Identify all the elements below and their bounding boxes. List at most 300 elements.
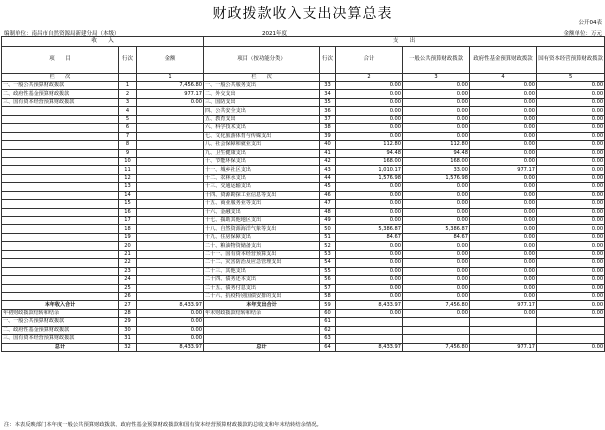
total-amount: 8,433.97 bbox=[336, 301, 403, 309]
gov-fund-amount: 0.00 bbox=[470, 267, 537, 275]
income-amount bbox=[137, 149, 204, 157]
public-budget-header: 一般公共预算财政拨款 bbox=[403, 46, 470, 73]
income-row-no: 32 bbox=[119, 343, 137, 351]
table-row bbox=[2, 183, 605, 191]
income-row-no: 27 bbox=[119, 301, 137, 309]
table-row bbox=[2, 132, 605, 140]
income-amount bbox=[137, 157, 204, 165]
income-amount bbox=[137, 183, 204, 191]
income-item bbox=[2, 166, 119, 174]
state-capital-amount: 0.00 bbox=[537, 132, 605, 140]
income-item: 一、一般公共预算财政拨款 bbox=[2, 318, 119, 326]
public-budget-amount bbox=[403, 326, 470, 334]
public-budget-amount bbox=[403, 335, 470, 343]
state-capital-amount: 0.00 bbox=[537, 250, 605, 258]
income-amount bbox=[137, 242, 204, 250]
table-row bbox=[2, 284, 605, 292]
state-capital-amount: 0.00 bbox=[537, 90, 605, 98]
table-row bbox=[2, 208, 605, 216]
income-item bbox=[2, 250, 119, 258]
income-amount bbox=[137, 124, 204, 132]
income-amount bbox=[137, 107, 204, 115]
total-amount: 0.00 bbox=[336, 267, 403, 275]
state-capital-amount: 0.00 bbox=[537, 259, 605, 267]
expense-item: 二十二、灾害防治及应急管理支出 bbox=[204, 259, 320, 267]
income-amount bbox=[137, 276, 204, 284]
gov-fund-amount: 0.00 bbox=[470, 233, 537, 241]
gov-fund-amount: 0.00 bbox=[470, 107, 537, 115]
gov-fund-amount: 0.00 bbox=[470, 98, 537, 106]
total-amount: 0.00 bbox=[336, 115, 403, 123]
column-index-3: 3 bbox=[403, 73, 470, 82]
income-item bbox=[2, 259, 119, 267]
column-index-5: 5 bbox=[537, 73, 605, 82]
state-capital-amount: 0.00 bbox=[537, 208, 605, 216]
state-capital-amount: 0.00 bbox=[537, 309, 605, 317]
income-item bbox=[2, 217, 119, 225]
total-amount: 0.00 bbox=[336, 284, 403, 292]
income-amount bbox=[137, 292, 204, 300]
income-row-no: 6 bbox=[119, 124, 137, 132]
expense-row-no: 44 bbox=[320, 174, 336, 182]
expense-row-no: 58 bbox=[320, 292, 336, 300]
gov-fund-amount: 0.00 bbox=[470, 191, 537, 199]
public-budget-amount: 0.00 bbox=[403, 292, 470, 300]
state-capital-amount: 0.00 bbox=[537, 292, 605, 300]
income-item bbox=[2, 242, 119, 250]
expense-item: 二、外交支出 bbox=[204, 90, 320, 98]
total-amount: 94.48 bbox=[336, 149, 403, 157]
public-budget-amount: 0.00 bbox=[403, 107, 470, 115]
income-amount: 0.00 bbox=[137, 335, 204, 343]
income-item: 三、国有资本经营预算财政拨款 bbox=[2, 98, 119, 106]
expense-row-no: 35 bbox=[320, 98, 336, 106]
income-item bbox=[2, 276, 119, 284]
expense-item: 二十六、抗疫特别国债安排的支出 bbox=[204, 292, 320, 300]
income-row-no: 9 bbox=[119, 149, 137, 157]
income-item: 二、政府性基金预算财政拨款 bbox=[2, 326, 119, 334]
gov-fund-amount: 0.00 bbox=[470, 309, 537, 317]
income-amount bbox=[137, 259, 204, 267]
state-capital-amount: 0.00 bbox=[537, 149, 605, 157]
state-capital-amount: 0.00 bbox=[537, 276, 605, 284]
amount-unit: 金额单位：万元 bbox=[563, 31, 602, 37]
total-amount: 5,386.87 bbox=[336, 225, 403, 233]
gov-fund-amount: 0.00 bbox=[470, 217, 537, 225]
gov-fund-amount: 0.00 bbox=[470, 276, 537, 284]
income-item bbox=[2, 107, 119, 115]
income-amount: 977.17 bbox=[137, 90, 204, 98]
expense-item bbox=[204, 326, 320, 334]
gov-fund-amount: 977.17 bbox=[470, 343, 537, 351]
income-row-no: 28 bbox=[119, 309, 137, 317]
public-budget-amount: 0.00 bbox=[403, 191, 470, 199]
income-amount bbox=[137, 166, 204, 174]
state-capital-amount: 0.00 bbox=[537, 200, 605, 208]
expense-row-no: 51 bbox=[320, 233, 336, 241]
expense-row-no: 43 bbox=[320, 166, 336, 174]
income-row-no: 26 bbox=[119, 292, 137, 300]
income-row-no: 21 bbox=[119, 250, 137, 258]
gov-fund-amount: 0.00 bbox=[470, 157, 537, 165]
income-row-no: 31 bbox=[119, 335, 137, 343]
income-item bbox=[2, 233, 119, 241]
income-row-no: 10 bbox=[119, 157, 137, 165]
expense-item: 二十四、债务还本支出 bbox=[204, 276, 320, 284]
expense-item: 三、国防支出 bbox=[204, 98, 320, 106]
expense-row-no: 37 bbox=[320, 115, 336, 123]
public-budget-amount: 0.00 bbox=[403, 309, 470, 317]
table-row bbox=[2, 157, 605, 165]
public-budget-amount: 0.00 bbox=[403, 200, 470, 208]
public-budget-amount: 112.80 bbox=[403, 141, 470, 149]
table-row bbox=[2, 335, 605, 343]
gov-fund-amount: 977.17 bbox=[470, 166, 537, 174]
total-amount: 0.00 bbox=[336, 191, 403, 199]
income-item bbox=[2, 141, 119, 149]
table-row bbox=[2, 124, 605, 132]
total-amount: 0.00 bbox=[336, 250, 403, 258]
table-row bbox=[2, 259, 605, 267]
total-amount: 1,010.17 bbox=[336, 166, 403, 174]
total-amount: 0.00 bbox=[336, 107, 403, 115]
income-item bbox=[2, 208, 119, 216]
income-row-no: 12 bbox=[119, 174, 137, 182]
income-row-no: 18 bbox=[119, 225, 137, 233]
income-row-no: 20 bbox=[119, 242, 137, 250]
income-row-no: 8 bbox=[119, 141, 137, 149]
expense-item: 十八、自然资源海洋气象等支出 bbox=[204, 225, 320, 233]
state-capital-amount: 0.00 bbox=[537, 267, 605, 275]
income-amount bbox=[137, 174, 204, 182]
state-capital-amount: 0.00 bbox=[537, 107, 605, 115]
gov-fund-amount bbox=[470, 335, 537, 343]
total-amount bbox=[336, 326, 403, 334]
expense-item: 二十一、国有资本经营预算支出 bbox=[204, 250, 320, 258]
income-item: 一、一般公共预算财政拨款 bbox=[2, 82, 119, 90]
total-amount: 0.00 bbox=[336, 82, 403, 90]
income-row-no: 7 bbox=[119, 132, 137, 140]
expense-row-no: 47 bbox=[320, 200, 336, 208]
income-amount bbox=[137, 141, 204, 149]
income-item bbox=[2, 191, 119, 199]
public-budget-amount: 0.00 bbox=[403, 259, 470, 267]
expense-row-no: 54 bbox=[320, 259, 336, 267]
expense-row-no: 63 bbox=[320, 335, 336, 343]
table-row bbox=[2, 90, 605, 98]
table-row bbox=[2, 301, 605, 309]
income-amount bbox=[137, 233, 204, 241]
public-budget-amount: 0.00 bbox=[403, 124, 470, 132]
expense-row-no: 52 bbox=[320, 242, 336, 250]
column-index-label-2: 栏 次 bbox=[204, 73, 320, 82]
state-capital-amount: 0.00 bbox=[537, 183, 605, 191]
expense-item: 八、社会保障和就业支出 bbox=[204, 141, 320, 149]
public-budget-amount: 0.00 bbox=[403, 90, 470, 98]
income-item: 本年收入合计 bbox=[2, 301, 119, 309]
income-amount bbox=[137, 284, 204, 292]
state-capital-amount: 0.00 bbox=[537, 301, 605, 309]
state-capital-amount: 0.00 bbox=[537, 82, 605, 90]
expense-item bbox=[204, 335, 320, 343]
gov-fund-amount: 0.00 bbox=[470, 174, 537, 182]
gov-fund-amount bbox=[470, 318, 537, 326]
gov-fund-amount: 0.00 bbox=[470, 225, 537, 233]
total-amount bbox=[336, 318, 403, 326]
income-row-no: 4 bbox=[119, 107, 137, 115]
column-index-blank-2 bbox=[320, 73, 336, 82]
public-budget-amount: 7,456.80 bbox=[403, 343, 470, 351]
expense-item: 十三、交通运输支出 bbox=[204, 183, 320, 191]
total-amount: 8,433.97 bbox=[336, 343, 403, 351]
expense-item: 九、卫生健康支出 bbox=[204, 149, 320, 157]
state-capital-amount: 0.00 bbox=[537, 157, 605, 165]
state-capital-amount: 0.00 bbox=[537, 233, 605, 241]
income-amount bbox=[137, 267, 204, 275]
form-code: 公开04表 bbox=[578, 20, 602, 26]
gov-fund-amount bbox=[470, 326, 537, 334]
public-budget-amount: 94.48 bbox=[403, 149, 470, 157]
expense-item: 年末财政拨款结转和结余 bbox=[204, 309, 320, 317]
state-capital-amount: 0.00 bbox=[537, 217, 605, 225]
table-row bbox=[2, 200, 605, 208]
income-row-no: 23 bbox=[119, 267, 137, 275]
income-row-no: 16 bbox=[119, 208, 137, 216]
income-row-no: 13 bbox=[119, 183, 137, 191]
state-capital-amount: 0.00 bbox=[537, 174, 605, 182]
expense-rowno-header: 行次 bbox=[320, 46, 336, 73]
total-amount: 168.00 bbox=[336, 157, 403, 165]
state-capital-amount: 0.00 bbox=[537, 191, 605, 199]
state-capital-amount bbox=[537, 326, 605, 334]
public-budget-amount: 0.00 bbox=[403, 276, 470, 284]
gov-fund-amount: 0.00 bbox=[470, 141, 537, 149]
expense-item: 十九、住房保障支出 bbox=[204, 233, 320, 241]
total-amount: 0.00 bbox=[336, 276, 403, 284]
public-budget-amount: 0.00 bbox=[403, 242, 470, 250]
expense-row-no: 64 bbox=[320, 343, 336, 351]
column-index-label: 栏 次 bbox=[2, 73, 119, 82]
expense-item: 十七、援助其他地区支出 bbox=[204, 217, 320, 225]
expense-item: 十一、城乡社区支出 bbox=[204, 166, 320, 174]
income-item bbox=[2, 115, 119, 123]
total-amount: 0.00 bbox=[336, 292, 403, 300]
state-capital-amount: 0.00 bbox=[537, 284, 605, 292]
expense-row-no: 59 bbox=[320, 301, 336, 309]
income-amount bbox=[137, 132, 204, 140]
expense-item: 六、科学技术支出 bbox=[204, 124, 320, 132]
income-row-no: 14 bbox=[119, 191, 137, 199]
table-row bbox=[2, 149, 605, 157]
total-amount: 0.00 bbox=[336, 217, 403, 225]
income-item: 二、政府性基金预算财政拨款 bbox=[2, 90, 119, 98]
total-amount bbox=[336, 335, 403, 343]
state-capital-amount: 0.00 bbox=[537, 141, 605, 149]
expense-item: 十六、金融支出 bbox=[204, 208, 320, 216]
expense-item: 一、一般公共服务支出 bbox=[204, 82, 320, 90]
expense-row-no: 60 bbox=[320, 309, 336, 317]
gov-fund-amount: 0.00 bbox=[470, 90, 537, 98]
budget-table bbox=[1, 36, 605, 352]
income-item bbox=[2, 132, 119, 140]
expense-item: 十二、农林水支出 bbox=[204, 174, 320, 182]
income-amount: 8,433.97 bbox=[137, 343, 204, 351]
public-budget-amount: 0.00 bbox=[403, 115, 470, 123]
public-budget-amount: 0.00 bbox=[403, 183, 470, 191]
report-year: 2021年度 bbox=[262, 31, 287, 37]
gov-fund-amount: 0.00 bbox=[470, 242, 537, 250]
total-amount: 0.00 bbox=[336, 183, 403, 191]
income-row-no: 11 bbox=[119, 166, 137, 174]
income-row-no: 24 bbox=[119, 276, 137, 284]
gov-fund-amount: 0.00 bbox=[470, 292, 537, 300]
expense-item: 十五、商业服务业等支出 bbox=[204, 200, 320, 208]
table-row bbox=[2, 242, 605, 250]
expense-row-no: 61 bbox=[320, 318, 336, 326]
state-capital-amount: 0.00 bbox=[537, 115, 605, 123]
income-item bbox=[2, 292, 119, 300]
total-amount: 0.00 bbox=[336, 208, 403, 216]
state-capital-amount bbox=[537, 318, 605, 326]
public-budget-amount: 0.00 bbox=[403, 82, 470, 90]
expense-row-no: 36 bbox=[320, 107, 336, 115]
public-budget-amount: 1,576.98 bbox=[403, 174, 470, 182]
expense-item: 二十三、其他支出 bbox=[204, 267, 320, 275]
expense-row-no: 45 bbox=[320, 183, 336, 191]
expense-row-no: 57 bbox=[320, 284, 336, 292]
table-row bbox=[2, 326, 605, 334]
column-index-1: 1 bbox=[137, 73, 204, 82]
expense-row-no: 42 bbox=[320, 157, 336, 165]
expense-item: 七、文化旅游体育与传媒支出 bbox=[204, 132, 320, 140]
gov-fund-amount: 0.00 bbox=[470, 82, 537, 90]
table-row bbox=[2, 276, 605, 284]
income-amount bbox=[137, 208, 204, 216]
state-capital-amount: 0.00 bbox=[537, 124, 605, 132]
income-row-no: 15 bbox=[119, 200, 137, 208]
income-amount: 0.00 bbox=[137, 309, 204, 317]
income-amount: 0.00 bbox=[137, 318, 204, 326]
income-item: 三、国有资本经营预算财政拨款 bbox=[2, 335, 119, 343]
income-item bbox=[2, 157, 119, 165]
income-amount bbox=[137, 217, 204, 225]
total-amount: 0.00 bbox=[336, 200, 403, 208]
total-amount: 112.80 bbox=[336, 141, 403, 149]
footnote: 注：本表反映部门本年度一般公共预算财政拨款、政府性基金预算财政拨款和国有资本经营预算财政拨款的总收支和年末结转结余情况。 bbox=[4, 422, 322, 428]
total-amount: 84.67 bbox=[336, 233, 403, 241]
table-row bbox=[2, 98, 605, 106]
gov-fund-amount: 977.17 bbox=[470, 301, 537, 309]
income-item bbox=[2, 124, 119, 132]
expense-row-no: 53 bbox=[320, 250, 336, 258]
income-group-header: 收 入 bbox=[2, 37, 204, 47]
public-budget-amount: 0.00 bbox=[403, 284, 470, 292]
column-index-2: 2 bbox=[336, 73, 403, 82]
expense-item: 五、教育支出 bbox=[204, 115, 320, 123]
income-item bbox=[2, 225, 119, 233]
column-index-blank bbox=[119, 73, 137, 82]
table-row bbox=[2, 267, 605, 275]
income-amount bbox=[137, 115, 204, 123]
income-row-no: 1 bbox=[119, 82, 137, 90]
table-row bbox=[2, 115, 605, 123]
income-row-no: 3 bbox=[119, 98, 137, 106]
income-row-no: 22 bbox=[119, 259, 137, 267]
table-row bbox=[2, 166, 605, 174]
public-budget-amount: 0.00 bbox=[403, 98, 470, 106]
total-amount: 0.00 bbox=[336, 124, 403, 132]
table-row bbox=[2, 343, 605, 351]
income-row-no: 5 bbox=[119, 115, 137, 123]
income-amount: 0.00 bbox=[137, 326, 204, 334]
expense-row-no: 46 bbox=[320, 191, 336, 199]
gov-fund-amount: 0.00 bbox=[470, 259, 537, 267]
gov-fund-amount: 0.00 bbox=[470, 149, 537, 157]
expense-row-no: 34 bbox=[320, 90, 336, 98]
income-row-no: 19 bbox=[119, 233, 137, 241]
income-item bbox=[2, 200, 119, 208]
total-amount: 0.00 bbox=[336, 259, 403, 267]
total-header: 合计 bbox=[336, 46, 403, 73]
state-capital-header: 国有资本经营预算财政拨款 bbox=[537, 46, 605, 73]
state-capital-amount: 0.00 bbox=[537, 225, 605, 233]
table-row bbox=[2, 250, 605, 258]
public-budget-amount: 7,456.80 bbox=[403, 301, 470, 309]
income-item bbox=[2, 183, 119, 191]
income-item bbox=[2, 174, 119, 182]
table-row bbox=[2, 292, 605, 300]
gov-fund-amount: 0.00 bbox=[470, 124, 537, 132]
public-budget-amount: 0.00 bbox=[403, 250, 470, 258]
income-amount: 0.00 bbox=[137, 98, 204, 106]
expense-row-no: 41 bbox=[320, 149, 336, 157]
expense-item bbox=[204, 318, 320, 326]
expense-item: 总计 bbox=[204, 343, 320, 351]
income-item bbox=[2, 267, 119, 275]
income-amount: 7,456.80 bbox=[137, 82, 204, 90]
gov-fund-amount: 0.00 bbox=[470, 208, 537, 216]
public-budget-amount: 84.67 bbox=[403, 233, 470, 241]
total-amount: 0.00 bbox=[336, 98, 403, 106]
state-capital-amount: 0.00 bbox=[537, 242, 605, 250]
income-amount: 8,433.97 bbox=[137, 301, 204, 309]
income-amount bbox=[137, 191, 204, 199]
public-budget-amount: 0.00 bbox=[403, 267, 470, 275]
total-amount: 0.00 bbox=[336, 242, 403, 250]
state-capital-amount bbox=[537, 335, 605, 343]
table-row bbox=[2, 233, 605, 241]
expense-row-no: 40 bbox=[320, 141, 336, 149]
expense-row-no: 50 bbox=[320, 225, 336, 233]
income-item-header: 项 目 bbox=[2, 46, 119, 73]
income-row-no: 17 bbox=[119, 217, 137, 225]
income-amount bbox=[137, 200, 204, 208]
public-budget-amount: 0.00 bbox=[403, 217, 470, 225]
table-row bbox=[2, 309, 605, 317]
income-rowno-header: 行次 bbox=[119, 46, 137, 73]
income-row-no: 2 bbox=[119, 90, 137, 98]
total-amount: 0.00 bbox=[336, 309, 403, 317]
gov-fund-amount: 0.00 bbox=[470, 284, 537, 292]
expense-group-header: 支 出 bbox=[204, 37, 605, 47]
income-amount bbox=[137, 250, 204, 258]
expense-item: 十四、资源勘探工业信息等支出 bbox=[204, 191, 320, 199]
income-amount-header: 金额 bbox=[137, 46, 204, 73]
public-budget-amount: 0.00 bbox=[403, 208, 470, 216]
expense-item: 本年支出合计 bbox=[204, 301, 320, 309]
table-row bbox=[2, 191, 605, 199]
expense-item-header: 项目（按功能分类） bbox=[204, 46, 320, 73]
